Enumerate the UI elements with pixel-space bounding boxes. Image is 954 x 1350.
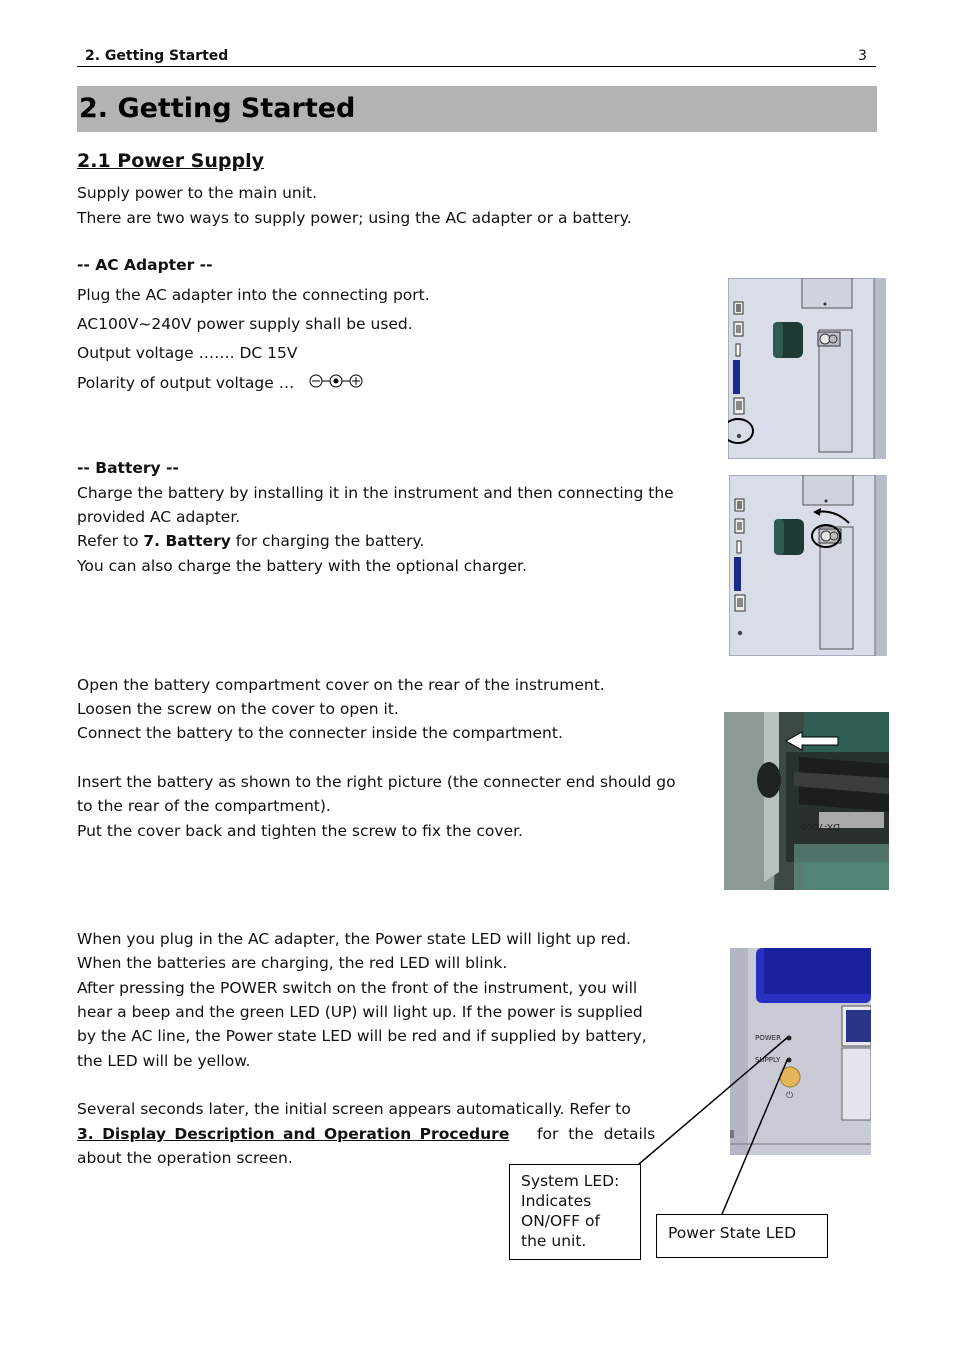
later-line: for the details xyxy=(537,1125,656,1143)
install-line: Connect the battery to the connecter inside the compartment. xyxy=(77,724,563,742)
display-description-link[interactable]: 3. Display Description and Operation Procedure xyxy=(77,1125,510,1143)
page-number: 3 xyxy=(858,48,867,64)
battery-refer-post: for charging the battery. xyxy=(230,532,425,550)
supply-label-text: SUPPLY xyxy=(755,1056,781,1064)
power-line: hear a beep and the green LED (UP) will light up. If the power is supplied xyxy=(77,1003,643,1021)
install-line: Open the battery compartment cover on the rear of the instrument. xyxy=(77,676,605,694)
battery-refer-pre: Refer to xyxy=(77,532,144,550)
power-label-text: POWER xyxy=(755,1034,781,1042)
later-line: about the operation screen. xyxy=(77,1149,293,1167)
battery-line: provided AC adapter. xyxy=(77,508,241,526)
power-state-led-callout: Power State LED xyxy=(656,1214,828,1258)
battery-label-text: DX-7000 xyxy=(801,821,840,831)
ac-adapter-heading: -- AC Adapter -- xyxy=(77,256,213,274)
battery-heading: -- Battery -- xyxy=(77,459,179,477)
ac-adapter-line: Plug the AC adapter into the connecting port. xyxy=(77,286,430,304)
install-line: Put the cover back and tighten the screw to fix the cover. xyxy=(77,822,523,840)
power-symbol-icon: ⏻ xyxy=(786,1091,794,1101)
intro-line: Supply power to the main unit. xyxy=(77,184,318,202)
intro-line: There are two ways to supply power; using the AC adapter or a battery. xyxy=(77,209,632,227)
battery-line: Charge the battery by installing it in the instrument and then connecting the xyxy=(77,484,674,502)
ac-adapter-line: Polarity of output voltage … xyxy=(77,374,295,392)
power-line: the LED will be yellow. xyxy=(77,1052,251,1070)
install-line: Loosen the screw on the cover to open it. xyxy=(77,700,399,718)
later-line: Several seconds later, the initial screen appears automatically. Refer to xyxy=(77,1100,631,1118)
section-title: 2.1 Power Supply xyxy=(77,150,264,172)
system-led-callout: System LED: Indicates ON/OFF of the unit. xyxy=(509,1164,641,1260)
battery-refer-bold: 7. Battery xyxy=(143,532,231,550)
battery-line: You can also charge the battery with the optional charger. xyxy=(77,557,527,575)
chapter-title: 2. Getting Started xyxy=(79,93,356,124)
power-line: When the batteries are charging, the red LED will blink. xyxy=(77,954,508,972)
ac-adapter-line: Output voltage ……. DC 15V xyxy=(77,344,298,362)
ac-adapter-line: AC100V~240V power supply shall be used. xyxy=(77,315,413,333)
power-line: After pressing the POWER switch on the front of the instrument, you will xyxy=(77,979,638,997)
install-line: to the rear of the compartment). xyxy=(77,797,331,815)
running-header-title: 2. Getting Started xyxy=(85,48,229,64)
power-line: by the AC line, the Power state LED will be red and if supplied by battery, xyxy=(77,1027,647,1045)
power-line: When you plug in the AC adapter, the Power state LED will light up red. xyxy=(77,930,631,948)
install-line: Insert the battery as shown to the right picture (the connecter end should go xyxy=(77,773,676,791)
